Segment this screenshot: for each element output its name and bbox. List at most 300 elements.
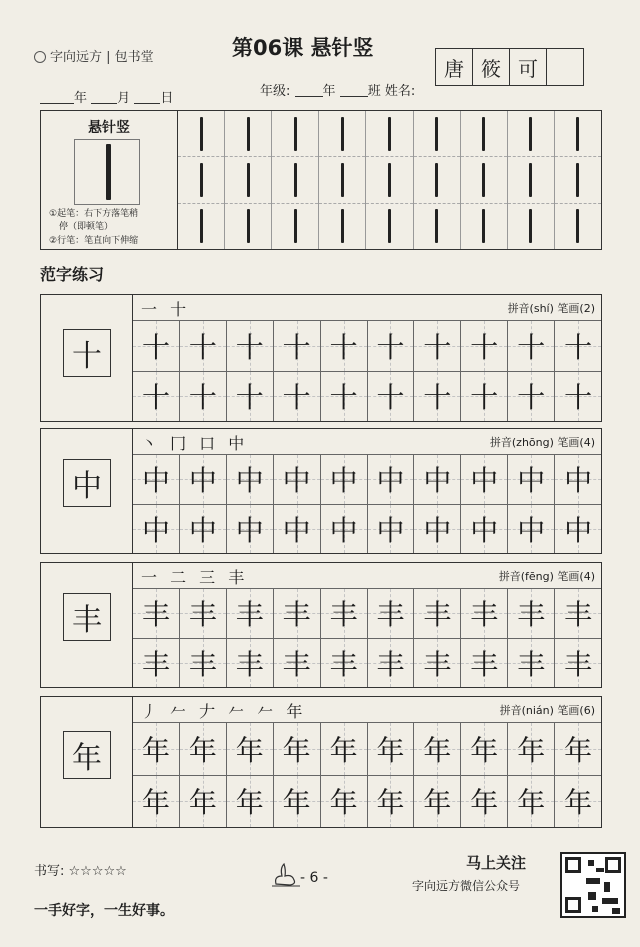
stroke-mark: [294, 209, 297, 243]
model-character-area: [41, 295, 133, 421]
practice-grid: [133, 723, 601, 827]
date-month-label: 月: [117, 91, 131, 106]
day-blank[interactable]: [134, 90, 160, 104]
practice-cell[interactable]: [274, 723, 321, 775]
practice-cell[interactable]: [508, 505, 555, 554]
practice-cell[interactable]: [414, 321, 461, 371]
stroke-mark: [576, 117, 579, 151]
stroke-mark: [200, 117, 203, 151]
stroke-intro-box: [40, 110, 602, 250]
stroke-mark: [294, 117, 297, 151]
handwritten-character: 丰: [423, 647, 452, 681]
handwritten-character: 年: [141, 733, 170, 767]
handwritten-character: 十: [235, 330, 264, 364]
wechat-label: 字向远方微信公众号: [412, 879, 521, 893]
practice-cell[interactable]: [368, 455, 415, 504]
practice-cell[interactable]: [274, 589, 321, 638]
rabbit-icon: [272, 862, 300, 888]
handwritten-character: 中: [564, 513, 593, 547]
practice-cell[interactable]: [555, 639, 601, 688]
character-header: [133, 563, 601, 589]
qr-finder: [565, 857, 581, 873]
pinyin-label: 拼音(shí): [507, 302, 554, 315]
practice-cell[interactable]: [555, 157, 601, 203]
handwritten-character: 年: [423, 786, 452, 820]
character-block: [40, 294, 602, 422]
character-block: [40, 428, 602, 554]
stroke-order: 丶 冂 口 中: [141, 434, 249, 453]
handwritten-character: 十: [470, 381, 499, 415]
date-year-label: 年: [74, 91, 88, 106]
handwritten-character: 十: [282, 330, 311, 364]
qr-module: [604, 882, 610, 892]
practice-cell[interactable]: [508, 776, 555, 828]
stroke-mark: [341, 117, 344, 151]
handwritten-character: 年: [141, 786, 170, 820]
stroke-mark: [247, 163, 250, 197]
handwritten-character: 年: [517, 733, 546, 767]
qr-module: [612, 908, 620, 914]
handwritten-character: 十: [235, 381, 264, 415]
handwritten-character: 丰: [235, 647, 264, 681]
handwritten-character: 中: [141, 513, 170, 547]
practice-cell[interactable]: [227, 776, 274, 828]
practice-cell[interactable]: [272, 111, 318, 157]
practice-cell[interactable]: [414, 204, 460, 249]
handwritten-character: 十: [423, 330, 452, 364]
stroke-mark: [529, 117, 532, 151]
handwritten-character: 丰: [517, 598, 546, 632]
handwritten-character: 十: [141, 381, 170, 415]
handwritten-character: 中: [423, 464, 452, 498]
handwritten-character: 丰: [188, 598, 217, 632]
stroke-mark: [247, 117, 250, 151]
practice-cell[interactable]: [133, 776, 180, 828]
practice-cell[interactable]: [321, 321, 368, 371]
stroke-order: 一 二 三 丰: [141, 568, 249, 587]
character-block: [40, 696, 602, 828]
grade-blank[interactable]: [295, 83, 323, 97]
model-character: 中: [63, 459, 111, 507]
handwritten-character: 中: [141, 464, 170, 498]
handwritten-character: 年: [329, 733, 358, 767]
practice-cell[interactable]: [508, 204, 554, 249]
practice-cell[interactable]: [555, 723, 601, 775]
handwritten-character: 中: [470, 464, 499, 498]
practice-cell[interactable]: [178, 111, 224, 157]
stroke-practice-grid: [178, 111, 601, 249]
practice-cell[interactable]: [366, 204, 412, 249]
practice-cell[interactable]: [133, 723, 180, 775]
practice-cell[interactable]: [133, 589, 180, 638]
qr-module: [586, 878, 600, 884]
practice-cell[interactable]: [274, 372, 321, 422]
practice-cell[interactable]: [180, 723, 227, 775]
name-char-box[interactable]: [546, 48, 584, 86]
practice-cell[interactable]: [508, 723, 555, 775]
practice-cell[interactable]: [366, 157, 412, 203]
practice-cell[interactable]: [319, 204, 365, 249]
character-header: [133, 429, 601, 455]
handwritten-character: 中: [517, 464, 546, 498]
practice-cell[interactable]: [414, 372, 461, 422]
practice-cell[interactable]: [321, 372, 368, 422]
character-header: [133, 697, 601, 723]
stroke-mark: [200, 163, 203, 197]
name-char-box[interactable]: 唐: [435, 48, 473, 86]
handwritten-character: 丰: [423, 598, 452, 632]
year-blank[interactable]: [40, 90, 74, 104]
practice-cell[interactable]: [368, 321, 415, 371]
practice-cell[interactable]: [227, 372, 274, 422]
practice-cell[interactable]: [368, 639, 415, 688]
handwritten-character: 中: [235, 513, 264, 547]
practice-cell[interactable]: [180, 639, 227, 688]
practice-cell[interactable]: [274, 776, 321, 828]
practice-cell[interactable]: [414, 111, 460, 157]
motto: 一手好字，一生好事。: [34, 903, 174, 919]
stroke-mark: [529, 209, 532, 243]
practice-cell[interactable]: [180, 455, 227, 504]
practice-cell[interactable]: [133, 455, 180, 504]
handwritten-character: 年: [376, 786, 405, 820]
name-char-box[interactable]: 可: [509, 48, 547, 86]
character-block: [40, 562, 602, 688]
practice-cell[interactable]: [414, 723, 461, 775]
practice-cell[interactable]: [225, 157, 271, 203]
character-header: [133, 295, 601, 321]
handwritten-character: 年: [470, 733, 499, 767]
stroke-mark: [388, 163, 391, 197]
practice-cell[interactable]: [461, 505, 508, 554]
grid-row: [133, 723, 601, 776]
model-character: 十: [63, 329, 111, 377]
practice-cell[interactable]: [319, 157, 365, 203]
handwritten-character: 丰: [564, 647, 593, 681]
stroke-mark: [435, 117, 438, 151]
qr-finder: [565, 897, 581, 913]
month-blank[interactable]: [91, 90, 117, 104]
handwritten-character: 丰: [141, 647, 170, 681]
stroke-note: ②行笔：笔直向下伸缩: [49, 236, 139, 246]
practice-cell[interactable]: [414, 589, 461, 638]
practice-cell[interactable]: [180, 776, 227, 828]
pinyin-label: 拼音(nián): [499, 704, 554, 717]
handwritten-character: 中: [282, 464, 311, 498]
practice-column: [178, 111, 225, 249]
date-day-label: 日: [160, 91, 174, 106]
vertical-stroke-shape: [106, 144, 111, 200]
handwritten-character: 中: [282, 513, 311, 547]
strokes-label: 笔画(4): [557, 436, 595, 449]
practice-cell[interactable]: [272, 157, 318, 203]
stroke-mark: [529, 163, 532, 197]
handwritten-character: 年: [188, 786, 217, 820]
handwritten-character: 丰: [470, 598, 499, 632]
character-practice-area: [133, 295, 601, 421]
handwritten-character: 十: [517, 381, 546, 415]
handwritten-character: 十: [329, 330, 358, 364]
practice-column: [225, 111, 272, 249]
handwritten-character: 丰: [235, 598, 264, 632]
handwritten-character: 丰: [329, 598, 358, 632]
practice-cell[interactable]: [461, 157, 507, 203]
practice-cell[interactable]: [227, 723, 274, 775]
practice-cell[interactable]: [227, 321, 274, 371]
practice-cell[interactable]: [555, 455, 601, 504]
character-info: [500, 702, 595, 718]
rating-label[interactable]: 书写: ☆☆☆☆☆: [34, 864, 127, 879]
stroke-mark: [247, 209, 250, 243]
practice-cell[interactable]: [508, 372, 555, 422]
handwritten-character: 年: [376, 733, 405, 767]
practice-cell[interactable]: [227, 589, 274, 638]
handwritten-character: 丰: [188, 647, 217, 681]
character-info: [490, 434, 595, 450]
practice-column: [366, 111, 413, 249]
practice-cell[interactable]: [321, 723, 368, 775]
date-line: [40, 87, 173, 106]
class-blank[interactable]: [340, 83, 368, 97]
name-boxes: [436, 48, 584, 86]
handwritten-character: 中: [329, 464, 358, 498]
practice-cell[interactable]: [225, 204, 271, 249]
practice-cell[interactable]: [274, 321, 321, 371]
class-name-label: 班 姓名:: [367, 84, 416, 99]
stroke-mark: [576, 163, 579, 197]
stroke-mark: [341, 163, 344, 197]
qr-module: [588, 892, 596, 900]
practice-cell[interactable]: [368, 776, 415, 828]
handwritten-character: 年: [235, 733, 264, 767]
practice-cell[interactable]: [133, 372, 180, 422]
grade-year-label: 年: [322, 84, 336, 99]
practice-cell[interactable]: [366, 111, 412, 157]
model-character: 年: [63, 731, 111, 779]
handwritten-character: 十: [470, 330, 499, 364]
handwritten-character: 丰: [470, 647, 499, 681]
handwritten-character: 十: [376, 381, 405, 415]
practice-cell[interactable]: [555, 321, 601, 371]
practice-cell[interactable]: [461, 204, 507, 249]
practice-cell[interactable]: [180, 589, 227, 638]
practice-cell[interactable]: [508, 455, 555, 504]
grade-label: 年级:: [260, 84, 291, 99]
practice-cell[interactable]: [461, 776, 508, 828]
handwritten-character: 年: [564, 733, 593, 767]
practice-cell[interactable]: [321, 589, 368, 638]
stroke-name: 悬针竖: [88, 120, 130, 136]
handwritten-character: 十: [282, 381, 311, 415]
practice-cell[interactable]: [178, 204, 224, 249]
grid-row: [133, 455, 601, 505]
handwritten-character: 十: [141, 330, 170, 364]
handwritten-character: 十: [329, 381, 358, 415]
practice-cell[interactable]: [508, 639, 555, 688]
practice-cell[interactable]: [133, 321, 180, 371]
handwritten-character: 丰: [282, 647, 311, 681]
practice-cell[interactable]: [461, 723, 508, 775]
practice-column: [272, 111, 319, 249]
practice-cell[interactable]: [368, 723, 415, 775]
practice-cell[interactable]: [178, 157, 224, 203]
character-info: [499, 568, 595, 584]
pinyin-label: 拼音(zhōng): [489, 436, 554, 449]
stroke-mark: [435, 163, 438, 197]
practice-cell[interactable]: [274, 639, 321, 688]
qr-code-icon[interactable]: [560, 852, 626, 918]
model-character-area: [41, 429, 133, 553]
stroke-mark: [482, 117, 485, 151]
handwritten-character: 丰: [564, 598, 593, 632]
practice-cell[interactable]: [274, 455, 321, 504]
practice-cell[interactable]: [555, 776, 601, 828]
practice-cell[interactable]: [133, 639, 180, 688]
stroke-diagram: [74, 139, 140, 205]
practice-cell[interactable]: [414, 639, 461, 688]
practice-cell[interactable]: [508, 111, 554, 157]
practice-column: [555, 111, 601, 249]
handwritten-character: 中: [235, 464, 264, 498]
practice-cell[interactable]: [227, 639, 274, 688]
practice-cell[interactable]: [555, 589, 601, 638]
practice-cell[interactable]: [508, 157, 554, 203]
practice-cell[interactable]: [368, 589, 415, 638]
qr-module: [588, 860, 594, 866]
practice-grid: [133, 589, 601, 687]
handwritten-character: 年: [235, 786, 264, 820]
grid-row: [133, 505, 601, 554]
stroke-mark: [435, 209, 438, 243]
handwritten-character: 年: [517, 786, 546, 820]
practice-cell[interactable]: [180, 505, 227, 554]
handwritten-character: 中: [376, 464, 405, 498]
practice-cell[interactable]: [321, 505, 368, 554]
practice-cell[interactable]: [461, 372, 508, 422]
handwritten-character: 年: [470, 786, 499, 820]
stroke-mark: [294, 163, 297, 197]
grade-line: [260, 80, 415, 99]
stroke-mark: [200, 209, 203, 243]
model-character-area: [41, 563, 133, 687]
practice-cell[interactable]: [227, 455, 274, 504]
practice-column: [319, 111, 366, 249]
handwritten-character: 丰: [376, 598, 405, 632]
qr-module: [596, 868, 604, 872]
practice-cell[interactable]: [555, 505, 601, 554]
practice-cell[interactable]: [321, 776, 368, 828]
practice-grid: [133, 455, 601, 553]
handwritten-character: 年: [282, 733, 311, 767]
practice-cell[interactable]: [414, 157, 460, 203]
handwritten-character: 十: [564, 381, 593, 415]
stroke-mark: [576, 209, 579, 243]
practice-cell[interactable]: [272, 204, 318, 249]
practice-cell[interactable]: [227, 505, 274, 554]
practice-cell[interactable]: [368, 372, 415, 422]
grid-row: [133, 639, 601, 688]
pinyin-label: 拼音(fēng): [498, 570, 554, 583]
handwritten-character: 年: [564, 786, 593, 820]
practice-cell[interactable]: [274, 505, 321, 554]
grid-row: [133, 372, 601, 422]
character-practice-area: [133, 563, 601, 687]
model-character-area: [41, 697, 133, 827]
handwritten-character: 中: [423, 513, 452, 547]
handwritten-character: 丰: [282, 598, 311, 632]
strokes-label: 笔画(4): [557, 570, 595, 583]
handwritten-character: 中: [564, 464, 593, 498]
handwritten-character: 中: [470, 513, 499, 547]
practice-cell[interactable]: [321, 639, 368, 688]
handwritten-character: 年: [188, 733, 217, 767]
grid-row: [133, 321, 601, 372]
practice-cell[interactable]: [461, 639, 508, 688]
practice-cell[interactable]: [133, 505, 180, 554]
practice-cell[interactable]: [555, 204, 601, 249]
stroke-mark: [388, 209, 391, 243]
handwritten-character: 丰: [141, 598, 170, 632]
practice-column: [414, 111, 461, 249]
practice-cell[interactable]: [555, 372, 601, 422]
brand-text: 字向远方 | 包书堂: [50, 50, 154, 65]
section-title: 范字练习: [40, 265, 105, 284]
practice-cell[interactable]: [368, 505, 415, 554]
handwritten-character: 中: [188, 513, 217, 547]
stroke-mark: [482, 209, 485, 243]
lesson-title: 第06课 悬针竖: [232, 36, 374, 60]
name-char-box[interactable]: 筱: [472, 48, 510, 86]
stroke-note: 停（即顿笔）: [59, 222, 114, 232]
practice-cell[interactable]: [321, 455, 368, 504]
handwritten-character: 中: [376, 513, 405, 547]
character-practice-area: [133, 697, 601, 827]
practice-cell[interactable]: [461, 111, 507, 157]
stroke-order: 丿 𠂉 𠂇 𠂉 𠂉 年: [141, 702, 307, 721]
practice-cell[interactable]: [414, 505, 461, 554]
practice-cell[interactable]: [225, 111, 271, 157]
strokes-label: 笔画(6): [557, 704, 595, 717]
practice-cell[interactable]: [508, 321, 555, 371]
practice-column: [508, 111, 555, 249]
practice-cell[interactable]: [555, 111, 601, 157]
brand-logo: [34, 46, 154, 65]
practice-cell[interactable]: [508, 589, 555, 638]
handwritten-character: 中: [188, 464, 217, 498]
stroke-order: 一 十: [141, 300, 191, 319]
practice-cell[interactable]: [180, 321, 227, 371]
practice-cell[interactable]: [180, 372, 227, 422]
practice-cell[interactable]: [414, 455, 461, 504]
practice-grid: [133, 321, 601, 421]
practice-cell[interactable]: [461, 589, 508, 638]
handwritten-character: 十: [517, 330, 546, 364]
qr-module: [602, 898, 618, 904]
practice-cell[interactable]: [319, 111, 365, 157]
handwritten-character: 丰: [329, 647, 358, 681]
qr-module: [592, 906, 598, 912]
stroke-mark: [388, 117, 391, 151]
handwritten-character: 中: [329, 513, 358, 547]
practice-cell[interactable]: [414, 776, 461, 828]
handwritten-character: 年: [282, 786, 311, 820]
strokes-label: 笔画(2): [557, 302, 595, 315]
character-info: [508, 300, 595, 316]
practice-cell[interactable]: [461, 321, 508, 371]
grid-row: [133, 776, 601, 828]
model-character: 丰: [63, 593, 111, 641]
practice-cell[interactable]: [461, 455, 508, 504]
